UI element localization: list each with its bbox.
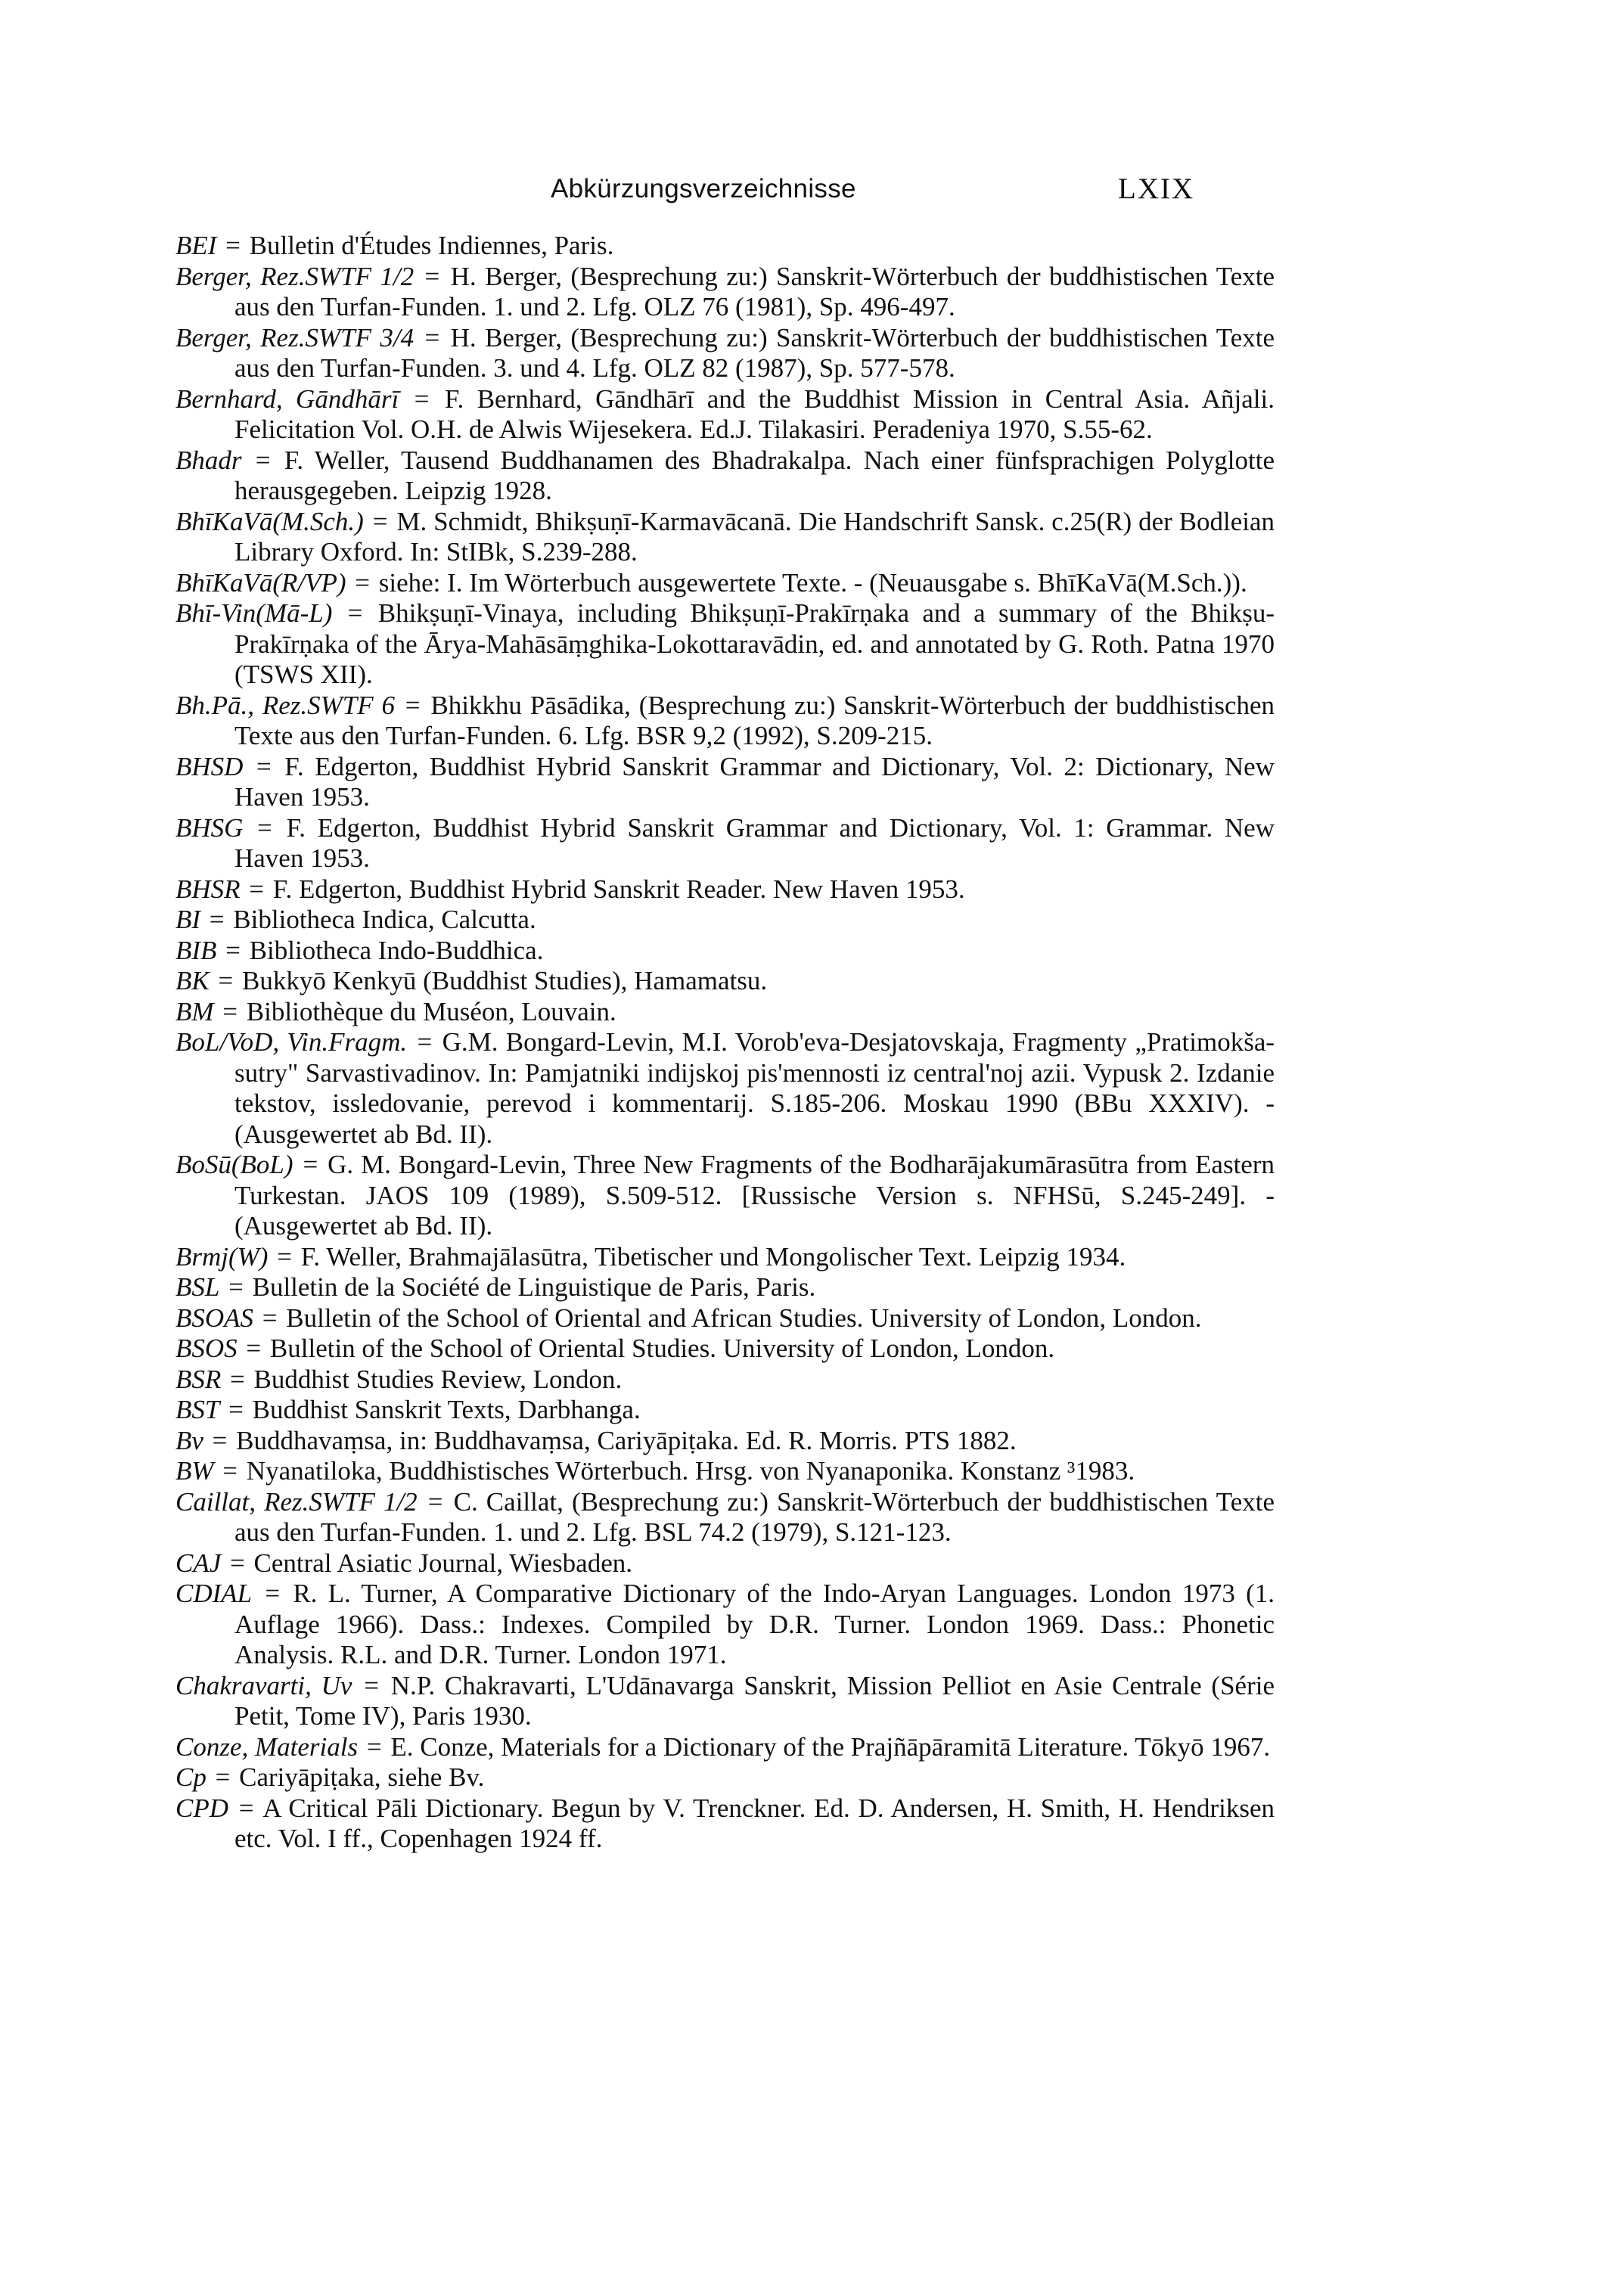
page-number: LXIX xyxy=(1118,172,1195,205)
abbreviation-definition: R. L. Turner, A Comparative Dictionary of the Indo-Aryan Languages. London 1973 (1. Auflage 1966). Dass.: Indexes. Compiled by D.R. Turner. London 1969. Dass.: Phonetic Analysis. R.L. and D.R. Turner. London 1971. xyxy=(234,1579,1275,1669)
abbreviation-entry xyxy=(175,1272,1275,1303)
equals-sign: = xyxy=(405,690,421,720)
equals-sign: = xyxy=(256,751,272,781)
equals-sign: = xyxy=(265,1579,281,1608)
abbreviation-entry xyxy=(175,1671,1275,1732)
abbreviation-term: Bhadr xyxy=(175,445,242,475)
abbreviation-entry xyxy=(175,905,1275,936)
equals-sign: = xyxy=(209,905,225,934)
equals-sign: = xyxy=(355,567,371,598)
abbreviation-entry xyxy=(175,568,1275,599)
abbreviation-term: Chakravarti, Uv xyxy=(175,1670,352,1700)
abbreviation-term: BhīKaVā(R/VP) xyxy=(175,567,346,598)
equals-sign: = xyxy=(277,1241,292,1272)
abbreviation-definition: Bulletin de la Société de Linguistique de Paris, Paris. xyxy=(252,1272,816,1302)
abbreviation-entry xyxy=(175,1548,1275,1579)
abbreviation-definition: F. Weller, Tausend Buddhanamen des Bhadrakalpa. Nach einer fünfsprachigen Polyglotte herausgegeben. Leipzig 1928. xyxy=(234,445,1275,505)
abbreviation-term: Caillat, Rez.SWTF 1/2 xyxy=(175,1486,418,1517)
equals-sign: = xyxy=(225,935,241,965)
abbreviation-definition: Bulletin of the School of Oriental Studies. University of London, London. xyxy=(269,1334,1055,1363)
abbreviation-definition: Bulletin d'Études Indiennes, Paris. xyxy=(249,231,614,260)
abbreviation-entry xyxy=(175,813,1275,874)
abbreviation-definition: Buddhist Studies Review, London. xyxy=(253,1364,623,1394)
abbreviation-term: Berger, Rez.SWTF 3/4 xyxy=(175,322,415,352)
equals-sign: = xyxy=(225,231,241,260)
abbreviation-entry xyxy=(175,1487,1275,1548)
abbreviation-term: BM xyxy=(175,996,214,1026)
abbreviation-entry xyxy=(175,752,1275,813)
equals-sign: = xyxy=(257,812,272,843)
abbreviation-term: Bh.Pā., Rez.SWTF 6 xyxy=(175,690,395,720)
abbreviation-definition: Bukkyō Kenkyū (Buddhist Studies), Hamamatsu. xyxy=(241,966,768,995)
abbreviation-entry xyxy=(175,1426,1275,1457)
abbreviation-term: BW xyxy=(175,1456,214,1486)
equals-sign: = xyxy=(215,1762,231,1792)
abbreviation-entry xyxy=(175,507,1275,568)
abbreviation-entry xyxy=(175,691,1275,752)
abbreviation-term: BoL/VoD, Vin.Fragm. xyxy=(175,1027,408,1057)
abbreviation-entry xyxy=(175,936,1275,967)
equals-sign: = xyxy=(424,261,440,291)
abbreviation-definition: Buddhist Sanskrit Texts, Darbhanga. xyxy=(252,1395,641,1424)
abbreviation-definition: H. Berger, (Besprechung zu:) Sanskrit-Wörterbuch der buddhistischen Texte aus den Turfan-Funden. 3. und 4. Lfg. OLZ 82 (1987), Sp. 577-578. xyxy=(234,322,1275,383)
abbreviation-definition: H. Berger, (Besprechung zu:) Sanskrit-Wörterbuch der buddhistischen Texte aus den Turfan-Funden. 1. und 2. Lfg. OLZ 76 (1981), Sp. 496-497. xyxy=(234,261,1275,321)
abbreviation-definition: G.M. Bongard-Levin, M.I. Vorob'eva-Desjatovskaja, Fragmenty „Pratimokša-sutry" Sarvastivadinov. In: Pamjatniki indijskoj pis'mennosti iz central'noj azii. Vypusk 2. Izdanie tekstov, issledovanie, perevod i kommentarij. S.185-206. Moskau 1990 (BBu XXXIV). - (Ausgewertet ab Bd. II). xyxy=(234,1027,1275,1149)
equals-sign: = xyxy=(249,874,265,904)
equals-sign: = xyxy=(347,598,363,628)
abbreviation-definition: Central Asiatic Journal, Wiesbaden. xyxy=(253,1548,632,1578)
abbreviation-term: BHSD xyxy=(175,751,244,781)
abbreviation-term: CPD xyxy=(175,1793,228,1823)
equals-sign: = xyxy=(303,1150,318,1179)
abbreviation-term: Bhī-Vin(Mā-L) xyxy=(175,598,333,628)
abbreviation-definition: Bhikṣuṇī-Vinaya, including Bhikṣuṇī-Prakīrṇaka and a summary of the Bhikṣu-Prakīrṇaka of the Ārya-Mahāsāṃghika-Lokottaravādin, ed. and annotated by G. Roth. Patna 1970 (TSWS XII). xyxy=(234,598,1275,689)
equals-sign: = xyxy=(222,996,238,1026)
abbreviation-term: Bv xyxy=(175,1425,203,1455)
equals-sign: = xyxy=(212,1425,228,1455)
abbreviation-entry xyxy=(175,1456,1275,1487)
page-header xyxy=(0,170,1624,216)
abbreviation-term: CAJ xyxy=(175,1548,222,1578)
abbreviation-entry xyxy=(175,1365,1275,1396)
abbreviation-entry xyxy=(175,1027,1275,1150)
equals-sign: = xyxy=(238,1793,254,1823)
abbreviation-definition: Bibliothèque du Muséon, Louvain. xyxy=(246,996,616,1026)
abbreviation-term: BIB xyxy=(175,935,217,965)
abbreviation-entry xyxy=(175,874,1275,905)
equals-sign: = xyxy=(246,1334,262,1363)
abbreviation-entry xyxy=(175,1793,1275,1855)
equals-sign: = xyxy=(427,1486,443,1517)
abbreviation-term: Brmj(W) xyxy=(175,1241,269,1272)
equals-sign: = xyxy=(262,1303,278,1333)
equals-sign: = xyxy=(255,445,271,475)
abbreviation-definition: E. Conze, Materials for a Dictionary of the Prajñāpāramitā Literature. Tōkyō 1967. xyxy=(390,1731,1271,1762)
equals-sign: = xyxy=(372,506,388,536)
abbreviation-definition: F. Bernhard, Gāndhārī and the Buddhist Mission in Central Asia. Añjali. Felicitation Vol. O.H. de Alwis Wijesekera. Ed.J. Tilakasiri. Peradeniya 1970, S.55-62. xyxy=(234,383,1275,444)
abbreviation-definition: F. Edgerton, Buddhist Hybrid Sanskrit Grammar and Dictionary, Vol. 1: Grammar. New Haven 1953. xyxy=(234,812,1275,873)
equals-sign: = xyxy=(417,1027,433,1057)
abbreviation-definition: F. Edgerton, Buddhist Hybrid Sanskrit Grammar and Dictionary, Vol. 2: Dictionary, New Haven 1953. xyxy=(234,751,1275,812)
abbreviation-definition: M. Schmidt, Bhikṣuṇī-Karmavācanā. Die Handschrift Sansk. c.25(R) der Bodleian Library Oxford. In: StIBk, S.239-288. xyxy=(234,506,1275,567)
abbreviation-term: BoSū(BoL) xyxy=(175,1150,293,1179)
equals-sign: = xyxy=(228,1395,244,1424)
abbreviation-term: BHSR xyxy=(175,874,241,904)
abbreviation-term: Conze, Materials xyxy=(175,1731,359,1762)
abbreviation-term: BSOAS xyxy=(175,1303,254,1333)
equals-sign: = xyxy=(366,1731,382,1762)
abbreviation-entry xyxy=(175,323,1275,384)
abbreviation-entry xyxy=(175,966,1275,997)
abbreviation-entry xyxy=(175,1150,1275,1242)
abbreviation-definition: Bibliotheca Indica, Calcutta. xyxy=(233,905,536,934)
abbreviation-definition: F. Weller, Brahmajālasūtra, Tibetischer und Mongolischer Text. Leipzig 1934. xyxy=(300,1241,1126,1272)
equals-sign: = xyxy=(364,1670,379,1700)
equals-sign: = xyxy=(222,1456,238,1486)
abbreviation-term: CDIAL xyxy=(175,1579,253,1608)
equals-sign: = xyxy=(228,1272,244,1302)
abbreviation-entry xyxy=(175,384,1275,446)
abbreviation-definition: Bhikkhu Pāsādika, (Besprechung zu:) Sanskrit-Wörterbuch der buddhistischen Texte aus den Turfan-Funden. 6. Lfg. BSR 9,2 (1992), S.209-215. xyxy=(234,690,1275,750)
abbreviation-entry xyxy=(175,231,1275,262)
abbreviation-definition: N.P. Chakravarti, L'Udānavarga Sanskrit, Mission Pelliot en Asie Centrale (Série Petit, Tome IV), Paris 1930. xyxy=(234,1670,1275,1731)
equals-sign: = xyxy=(230,1364,245,1394)
equals-sign: = xyxy=(230,1548,245,1578)
abbreviation-term: BSR xyxy=(175,1364,222,1394)
abbreviation-entry xyxy=(175,1732,1275,1763)
abbreviation-definition: siehe: I. Im Wörterbuch ausgewertete Texte. - (Neuausgabe s. BhīKaVā(M.Sch.)). xyxy=(378,567,1247,598)
abbreviation-term: BSOS xyxy=(175,1334,238,1363)
abbreviation-entry xyxy=(175,1762,1275,1793)
abbreviation-term: BEI xyxy=(175,231,217,260)
abbreviation-definition: Cariyāpiṭaka, siehe Bv. xyxy=(239,1762,485,1792)
equals-sign: = xyxy=(414,383,430,414)
abbreviation-definition: C. Caillat, (Besprechung zu:) Sanskrit-Wörterbuch der buddhistischen Texte aus den Turfan-Funden. 1. und 2. Lfg. BSL 74.2 (1979), S.121-123. xyxy=(234,1486,1275,1547)
abbreviation-definition: Bulletin of the School of Oriental and African Studies. University of London, London. xyxy=(286,1303,1202,1333)
abbreviation-definition: G. M. Bongard-Levin, Three New Fragments of the Bodharājakumārasūtra from Eastern Turkestan. JAOS 109 (1989), S.509-512. [Russische Version s. NFHSū, S.245-249]. - (Ausgewertet ab Bd. II). xyxy=(234,1150,1275,1241)
abbreviation-entry xyxy=(175,1395,1275,1426)
abbreviation-term: BSL xyxy=(175,1272,220,1302)
abbreviation-entry xyxy=(175,598,1275,691)
abbreviation-entry xyxy=(175,1303,1275,1334)
abbreviation-definition: Nyanatiloka, Buddhistisches Wörterbuch. Hrsg. von Nyanaponika. Konstanz ³1983. xyxy=(246,1456,1135,1486)
abbreviation-term: BhīKaVā(M.Sch.) xyxy=(175,506,364,536)
abbreviation-term: Cp xyxy=(175,1762,206,1792)
abbreviation-list xyxy=(175,231,1275,1855)
abbreviation-entry xyxy=(175,262,1275,323)
abbreviation-definition: Bibliotheca Indo-Buddhica. xyxy=(249,935,544,965)
running-title: Abkürzungsverzeichnisse xyxy=(551,174,856,203)
abbreviation-entry xyxy=(175,997,1275,1028)
abbreviation-term: BHSG xyxy=(175,812,244,843)
abbreviation-entry xyxy=(175,446,1275,507)
abbreviation-term: BST xyxy=(175,1395,220,1424)
equals-sign: = xyxy=(424,322,440,352)
abbreviation-definition: Buddhavaṃsa, in: Buddhavaṃsa, Cariyāpiṭaka. Ed. R. Morris. PTS 1882. xyxy=(236,1425,1017,1455)
abbreviation-entry xyxy=(175,1242,1275,1273)
abbreviation-term: BI xyxy=(175,905,201,934)
abbreviation-term: Berger, Rez.SWTF 1/2 xyxy=(175,261,415,291)
abbreviation-definition: A Critical Pāli Dictionary. Begun by V. Trenckner. Ed. D. Andersen, H. Smith, H. Hendriksen etc. Vol. I ff., Copenhagen 1924 ff. xyxy=(234,1793,1275,1853)
abbreviation-term: Bernhard, Gāndhārī xyxy=(175,383,399,414)
abbreviation-definition: F. Edgerton, Buddhist Hybrid Sanskrit Reader. New Haven 1953. xyxy=(272,874,965,904)
abbreviation-entry xyxy=(175,1334,1275,1365)
abbreviation-entry xyxy=(175,1579,1275,1671)
equals-sign: = xyxy=(218,966,234,995)
abbreviation-term: BK xyxy=(175,966,210,995)
